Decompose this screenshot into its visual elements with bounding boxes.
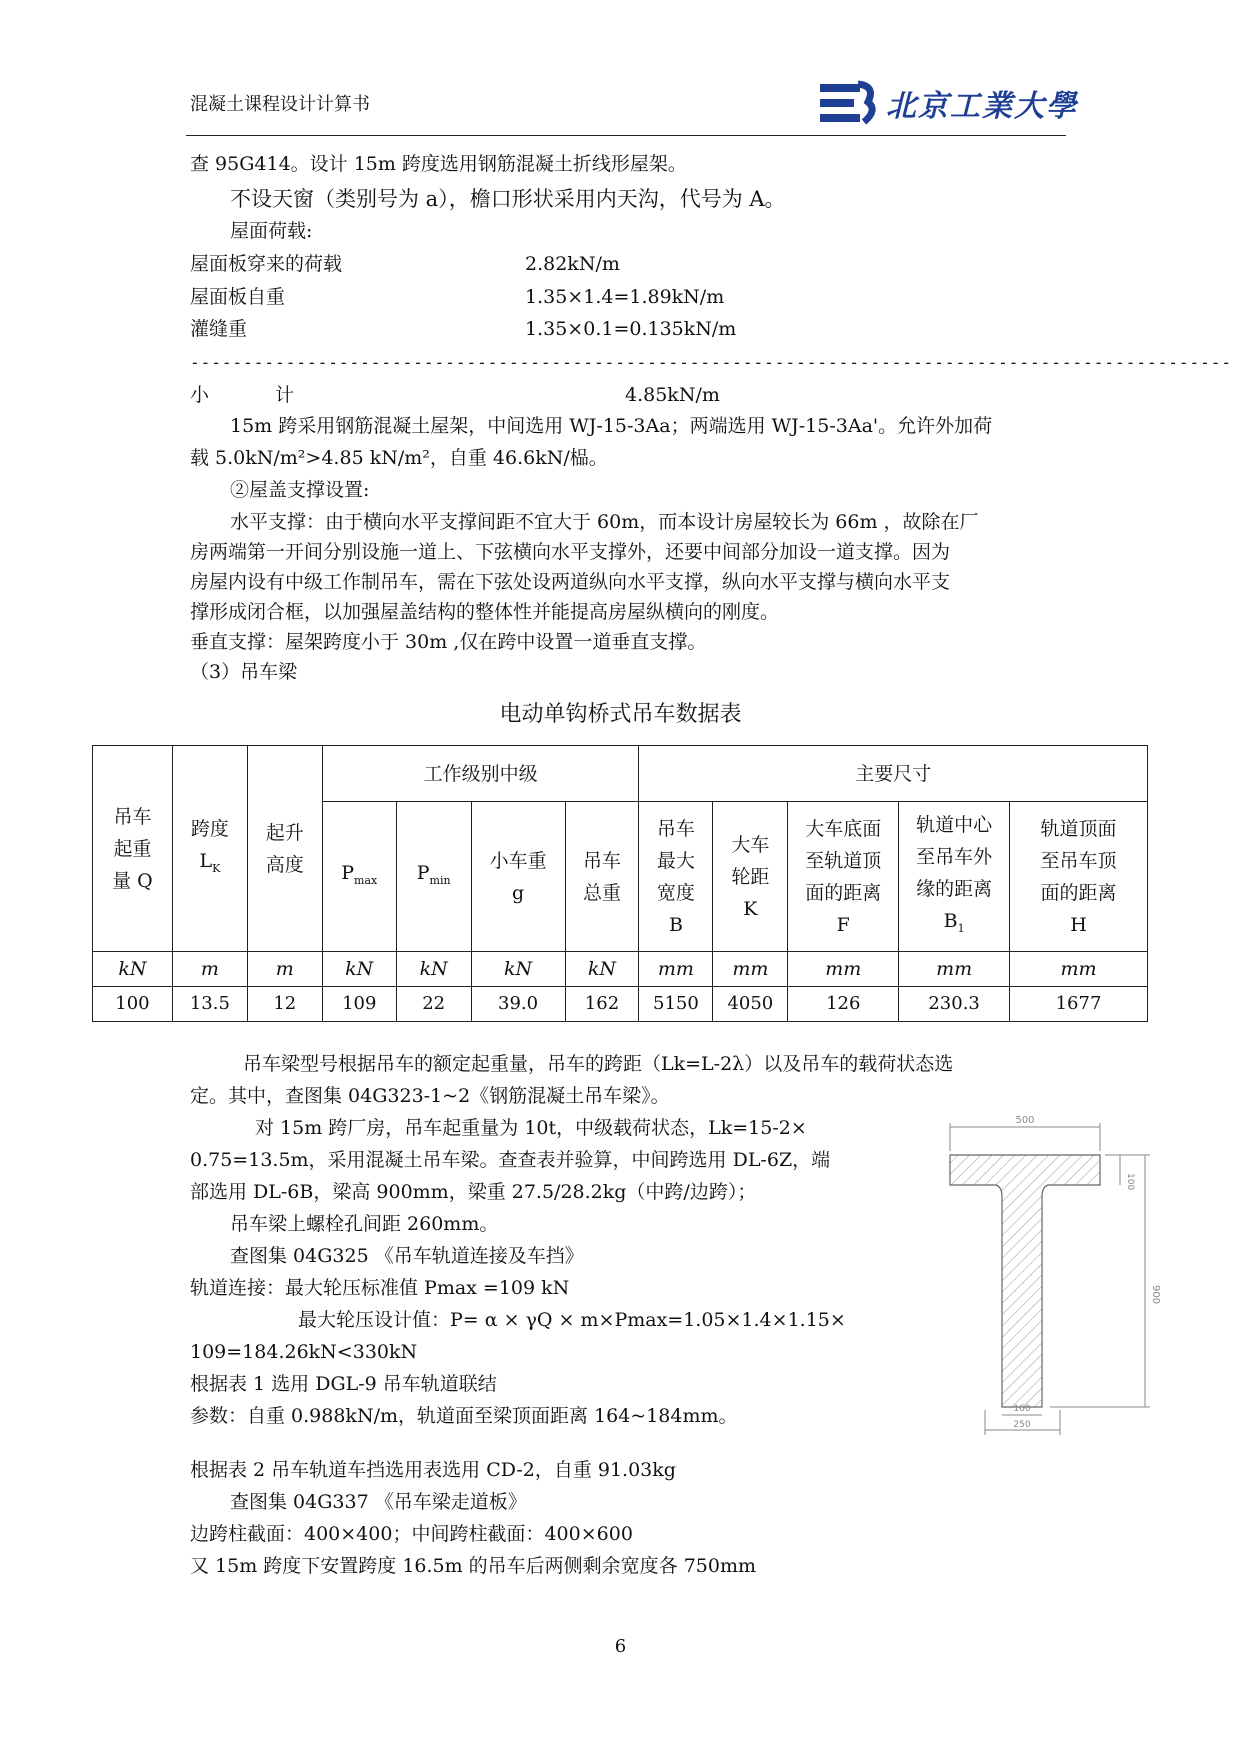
paragraph-line: 载 5.0kN/m²>4.85 kN/m²，自重 46.6kN/榀。 (190, 447, 608, 469)
subtotal-value: 4.85kN/m (625, 384, 720, 406)
header-bottom-to-rail: 大车底面至轨道顶面的距离 F (788, 802, 899, 952)
unit-cell: mm (1010, 952, 1148, 987)
dim-bottom: 250 (1013, 1420, 1031, 1430)
paragraph-line: 吊车梁型号根据吊车的额定起重量，吊车的跨距（Lk=L-2λ）以及吊车的载荷状态选 (243, 1053, 954, 1075)
value-cell: 39.0 (471, 987, 565, 1022)
paragraph-line: 屋面荷载: (230, 220, 313, 242)
paragraph-line: 房两端第一开间分别设施一道上、下弦横向水平支撑外，还要中间部分加设一道支撑。因为 (190, 541, 951, 563)
paragraph-line: 边跨柱截面：400×400；中间跨柱截面：400×600 (190, 1523, 633, 1545)
header-main-dimensions: 主要尺寸 (639, 746, 1148, 802)
header-span (172, 746, 247, 952)
header-pmin-symbol: P (416, 861, 430, 884)
paragraph-line: 0.75=13.5m，采用混凝土吊车梁。查查表并验算，中间跨选用 DL-6Z，端 (190, 1149, 831, 1171)
value-cell: 5150 (639, 987, 713, 1022)
header-total-weight: 吊车总重 (565, 802, 639, 952)
unit-cell: kN (396, 952, 471, 987)
value-cell: 162 (565, 987, 639, 1022)
paragraph-line: 查图集 04G325 《吊车轨道连接及车挡》 (230, 1245, 584, 1267)
dashed-separator: -------------------------------------------------------------------------------------------------- (190, 353, 1233, 372)
unit-cell: m (172, 952, 247, 987)
section-heading: （3）吊车梁 (190, 661, 298, 683)
paragraph-line: 109=184.26kN<330kN (190, 1341, 418, 1363)
paragraph-line: 定。其中，查图集 04G323-1~2《钢筋混凝土吊车梁》。 (190, 1085, 670, 1107)
header-rail-to-edge-text: 轨道中心至吊车外缘的距离 B (916, 813, 993, 932)
value-cell: 1677 (1010, 987, 1148, 1022)
header-lift-height: 起升高度 (247, 746, 322, 952)
paragraph-line: 吊车梁上螺栓孔间距 260mm。 (230, 1213, 499, 1235)
value-cell: 4050 (713, 987, 788, 1022)
crane-beam-section-diagram (940, 1105, 1170, 1445)
university-logo (820, 80, 1078, 126)
page-number: 6 (614, 1636, 627, 1657)
paragraph-line: 不设天窗（类别号为 a），檐口形状采用内天沟，代号为 A。 (230, 187, 786, 211)
unit-cell: kN (93, 952, 173, 987)
paragraph-line: ②屋盖支撑设置: (230, 479, 370, 501)
load-value: 2.82kN/m (525, 253, 620, 275)
load-label: 灌缝重 (190, 318, 248, 340)
paragraph-line: 查图集 04G337 《吊车梁走道板》 (230, 1491, 527, 1513)
unit-cell: kN (565, 952, 639, 987)
paragraph-line: 撑形成闭合框，以加强屋盖结构的整体性并能提高房屋纵横向的刚度。 (190, 601, 780, 623)
paragraph-line: 15m 跨采用钢筋混凝土屋架，中间选用 WJ-15-3Aa；两端选用 WJ-15-3Aa'。允许外加荷 (230, 415, 993, 437)
header-title: 混凝土课程设计计算书 (190, 94, 370, 115)
paragraph-line: 又 15m 跨度下安置跨度 16.5m 的吊车后两侧剩余宽度各 750mm (190, 1555, 757, 1577)
unit-cell: m (247, 952, 322, 987)
logo-b-icon (820, 80, 878, 126)
value-cell: 22 (396, 987, 471, 1022)
header-pmax-sub: max (354, 873, 378, 887)
unit-cell: kN (322, 952, 396, 987)
value-cell: 230.3 (899, 987, 1010, 1022)
subtotal-label: 计 (275, 384, 295, 406)
header-span-sub: K (212, 861, 221, 875)
header-pmax-symbol: P (341, 861, 355, 884)
logo-text: 北京工業大學 (886, 89, 1078, 124)
header-rule (186, 135, 1066, 136)
unit-cell: mm (639, 952, 713, 987)
value-cell: 13.5 (172, 987, 247, 1022)
dim-flange: 100 (1125, 1173, 1135, 1191)
dim-top-width: 500 (1015, 1115, 1035, 1126)
header-wheelbase: 大车轮距 K (713, 802, 788, 952)
load-label: 屋面板自重 (190, 286, 286, 308)
value-cell: 126 (788, 987, 899, 1022)
header-max-width: 吊车最大宽度 B (639, 802, 713, 952)
load-value: 1.35×0.1=0.135kN/m (525, 318, 737, 340)
header-pmin-sub: min (429, 873, 451, 887)
header-pmin (396, 802, 471, 952)
load-label: 屋面板穿来的荷载 (190, 253, 343, 275)
value-cell: 12 (247, 987, 322, 1022)
paragraph-line: 垂直支撑：屋架跨度小于 30m ,仅在跨中设置一道垂直支撑。 (190, 631, 707, 653)
paragraph-line: 参数：自重 0.988kN/m，轨道面至梁顶面距离 164~184mm。 (190, 1405, 738, 1427)
header-trolley-weight: 小车重 g (471, 802, 565, 952)
paragraph-line: 根据表 2 吊车轨道车挡选用表选用 CD-2，自重 91.03kg (190, 1459, 676, 1481)
paragraph-line: 部选用 DL-6B，梁高 900mm，梁重 27.5/28.2kg（中跨/边跨）； (190, 1181, 757, 1203)
header-rail-to-edge (899, 802, 1010, 952)
paragraph-line: 查 95G414。设计 15m 跨度选用钢筋混凝土折线形屋架。 (190, 153, 687, 175)
paragraph-line: 根据表 1 选用 DGL-9 吊车轨道联结 (190, 1373, 497, 1395)
header-pmax (322, 802, 396, 952)
header-span-text: 跨度 (190, 817, 229, 840)
crane-data-table (92, 745, 1148, 1022)
paragraph-line: 对 15m 跨厂房，吊车起重量为 10t，中级载荷状态，Lk=15-2× (255, 1117, 807, 1139)
unit-cell: mm (899, 952, 1010, 987)
header-crane-capacity: 吊车起重量 Q (93, 746, 173, 952)
unit-cell: mm (713, 952, 788, 987)
paragraph-line: 水平支撑：由于横向水平支撑间距不宜大于 60m，而本设计房屋较长为 66m ，故除在厂 (230, 511, 979, 533)
load-value: 1.35×1.4=1.89kN/m (525, 286, 725, 308)
header-span-symbol: L (199, 849, 213, 872)
header-rail-to-top: 轨道顶面至吊车顶面的距离 H (1010, 802, 1148, 952)
paragraph-line: 轨道连接：最大轮压标准值 Pmax =109 kN (190, 1277, 570, 1299)
unit-cell: kN (471, 952, 565, 987)
table-title: 电动单钩桥式吊车数据表 (499, 702, 742, 727)
paragraph-line: 房屋内设有中级工作制吊车，需在下弦处设两道纵向水平支撑，纵向水平支撑与横向水平支 (190, 571, 951, 593)
paragraph-line: 最大轮压设计值：P= α × γQ × m×Pmax=1.05×1.4×1.15× (298, 1309, 846, 1331)
subtotal-label: 小 (190, 384, 210, 406)
dim-height: 900 (1150, 1285, 1161, 1305)
header-work-class: 工作级别中级 (322, 746, 639, 802)
dim-web: 160 (1013, 1404, 1031, 1414)
value-cell: 109 (322, 987, 396, 1022)
unit-cell: mm (788, 952, 899, 987)
header-rail-to-edge-sub: 1 (957, 921, 965, 935)
value-cell: 100 (93, 987, 173, 1022)
